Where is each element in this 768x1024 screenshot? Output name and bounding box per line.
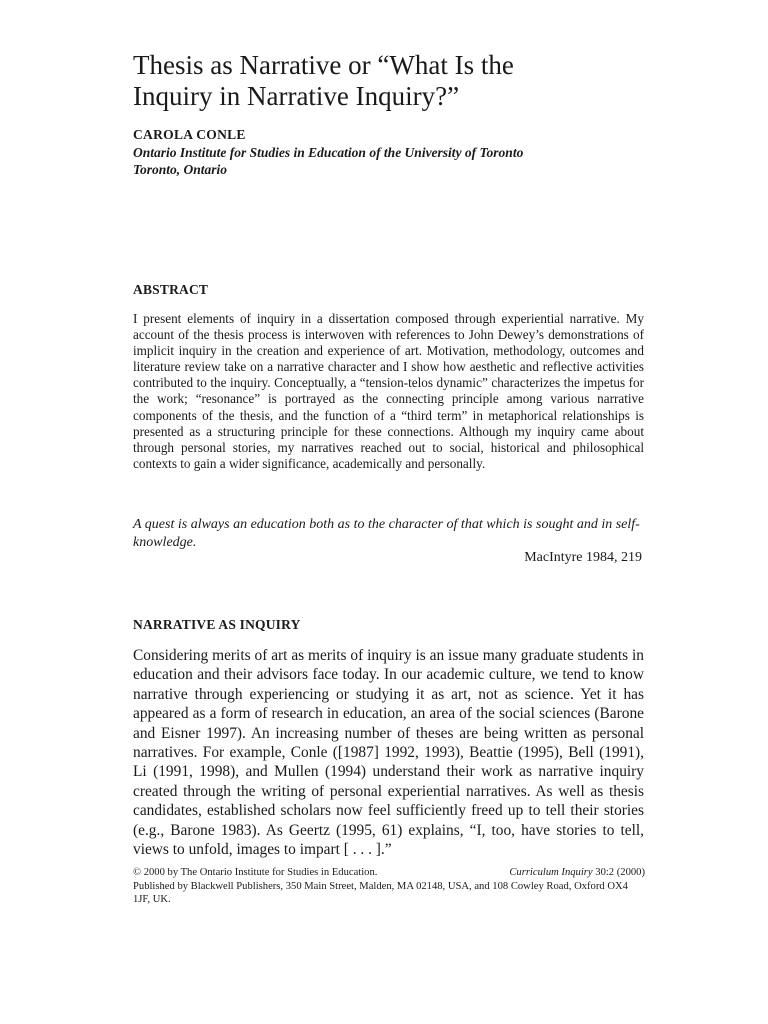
copyright-notice: © 2000 by The Ontario Institute for Studies in Education. <box>133 867 378 878</box>
author-location: Toronto, Ontario <box>133 162 228 177</box>
article-title-line-2: Inquiry in Narrative Inquiry?” <box>133 81 460 111</box>
footer-first-line <box>133 866 645 880</box>
journal-name: Curriculum Inquiry <box>509 867 593 878</box>
author-affiliation: Ontario Institute for Studies in Education of the University of Toronto <box>133 145 524 160</box>
section-body-text: Considering merits of art as merits of inquiry is an issue many graduate students in education and their advisors face today. In our academic culture, we tend to know narrative through experiencing or studying it as art, not as science. Yet it has appeared as a form of research in education, an area of the social sciences (Barone and Eisner 1997). An increasing number of theses are being written as personal narratives. For example, Conle ([1987] 1992, 1993), Beattie (1995), Bell (1991), Li (1991, 1998), and Mullen (1994) understand their work as narrative inquiry created through the writing of personal experiential narratives. As well as thesis candidates, established scholars now feel sufficiently freed up to tell their stories (e.g., Barone 1983). As Geertz (1995, 61) explains, “I, too, have stories to tell, views to unfold, images to impart [ . . . ].” <box>133 647 644 859</box>
page-footer <box>133 866 645 907</box>
epigraph-quote: A quest is always an education both as to the character of that which is sought and in self-knowledge. <box>133 517 640 550</box>
article-title-line-1: Thesis as Narrative or “What Is the <box>133 50 514 80</box>
section-heading: NARRATIVE AS INQUIRY <box>133 617 301 632</box>
author-name: CAROLA CONLE <box>133 127 246 142</box>
journal-issue: 30:2 (2000) <box>595 867 645 878</box>
epigraph-citation: MacIntyre 1984, 219 <box>524 550 642 565</box>
abstract-heading: ABSTRACT <box>133 282 209 297</box>
publisher-notice: Published by Blackwell Publishers, 350 Main Street, Malden, MA 02148, USA, and 108 Cowley Road, Oxford OX4 1JF, UK. <box>133 880 628 906</box>
journal-citation <box>509 866 645 880</box>
article-title <box>133 50 653 112</box>
abstract-text: I present elements of inquiry in a dissertation composed through experiential narrative. My account of the thesis process is interwoven with references to John Dewey’s demonstrations of implicit inquiry in the creation and experience of art. Motivation, methodology, outcomes and literature review take on a narrative character and I show how aesthetic and reflective activities contributed to the inquiry. Conceptually, a “tension-telos dynamic” characterizes the impetus for the work; “resonance” is portrayed as the connecting principle among various narrative components of the thesis, and the function of a “third term” in metaphorical relationships is presented as a structuring principle for these connections. Although my inquiry came about through personal stories, my narratives reached out to social, historical and philosophical contexts to gain a wider significance, academically and personally. <box>133 311 644 471</box>
